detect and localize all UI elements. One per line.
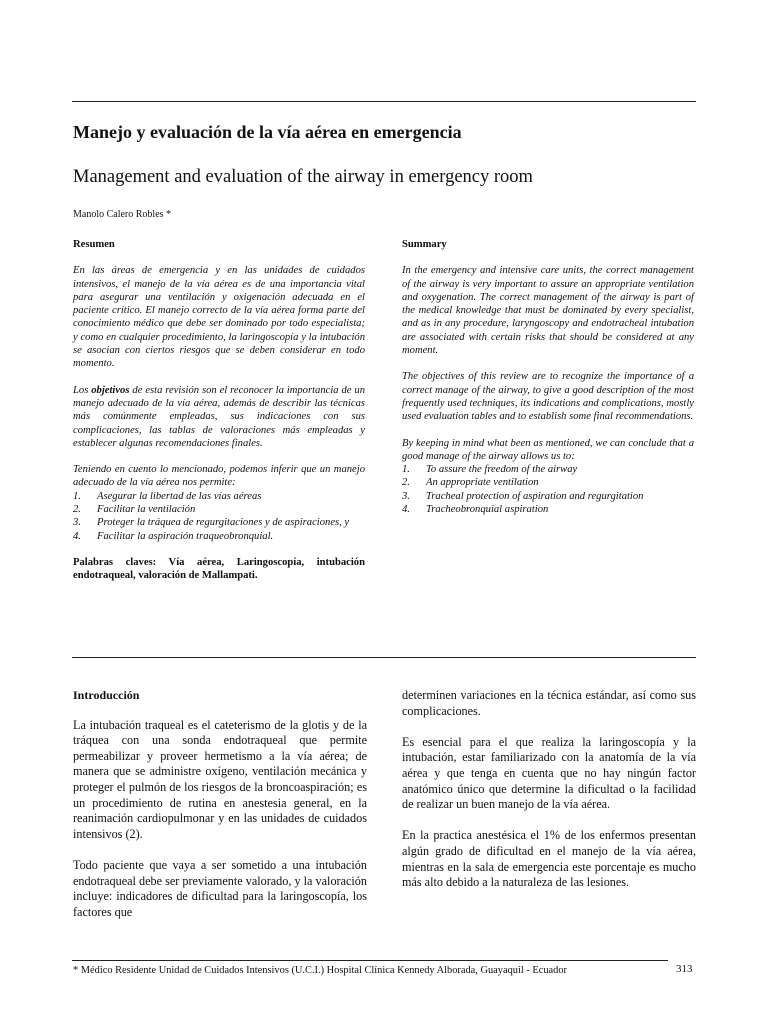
list-text: Facilitar la aspiración traqueobronquial. (97, 530, 274, 542)
list-text: Tracheobronquial aspiration (426, 504, 549, 516)
list-number: 1. (73, 490, 81, 502)
list-item (402, 490, 694, 503)
summary-paragraph-1: In the emergency and intensive care units, the correct management of the airway is very important to assure an appropriate ventilation and oxygenation. The correct management of the airway is part of the medical knowledge that must be dominated by every specialist, and as in any procedure, laryngoscopy and endotracheal intubation are associated with certain risks that should be considered at any moment. (402, 265, 694, 357)
list-text: Facilitar la ventilación (97, 504, 196, 516)
list-text: An appropriate ventilation (426, 477, 539, 489)
list-item (73, 490, 365, 503)
resumen-p2-lead: Los (73, 384, 89, 396)
list-text: Asegurar la libertad de las vías aéreas (97, 490, 262, 502)
summary-column (402, 238, 694, 529)
list-text: Proteger la tráquea de regurgitaciones y de aspiraciones, y (97, 517, 350, 529)
resumen-list (73, 490, 365, 543)
title-english: Management and evaluation of the airway in emergency room (73, 167, 533, 187)
title-spanish: Manejo y evaluación de la vía aérea en emergencia (73, 122, 462, 142)
intro-paragraph-2: Todo paciente que vaya a ser sometido a una intubación endotraqueal debe ser previamente valorado, y la valoración incluye: indicadores de dificultad para la laringoscopía, los factores que (73, 857, 367, 919)
summary-heading: Summary (402, 239, 447, 250)
author-line: Manolo Calero Robles * (73, 209, 172, 220)
resumen-p2-bold: objetivos (91, 384, 130, 396)
resumen-column (73, 238, 365, 596)
list-number: 3. (73, 517, 81, 529)
resumen-paragraph-3: Teniendo en cuento lo mencionado, podemos inferir que un manejo adecuado de la vía aérea nos permite: (73, 464, 365, 489)
resumen-heading: Resumen (73, 239, 115, 250)
list-item (402, 463, 694, 476)
list-number: 4. (402, 504, 410, 516)
list-number: 2. (402, 477, 410, 489)
list-item (402, 476, 694, 489)
intro-right-column (402, 688, 696, 906)
footnote-divider (72, 960, 668, 961)
list-item (73, 503, 365, 516)
list-number: 2. (73, 504, 81, 516)
intro-heading: Introducción (73, 688, 140, 702)
list-item (402, 503, 694, 516)
intro-paragraph-1: La intubación traqueal es el cateterismo de la glotis y de la tráquea con una sonda endotraqueal que permite permeabilizar y proveer hermetismo a la vía aérea; de manera que se administre oxígeno, ventilación mecánica y proteger el pulmón de los riesgos de la broncoaspiración; es un procedimiento de rutina en anestesia general, en la reanimación cardiopulmonar y en las unidades de cuidados intensivos (2). (73, 717, 367, 841)
resumen-p2-rest: de esta revisión son el reconocer la importancia de un manejo adecuado de la vía aérea, además de describir las técnicas más comúnmente empleadas, sus indicaciones con sus complicaciones, las tablas de valoraciones más empleadas y establecer algunas recomendaciones finales. (73, 384, 365, 449)
list-number: 1. (402, 464, 410, 476)
intro-left-column (73, 688, 367, 936)
top-divider (72, 101, 696, 102)
footnote: * Médico Residente Unidad de Cuidados Intensivos (U.C.I.) Hospital Clínica Kennedy Alborada, Guayaquil - Ecuador (73, 965, 568, 976)
intro-paragraph-4: Es esencial para el que realiza la laringoscopía y la intubación, estar familiarizado con la anatomía de la vía aérea y que tenga en cuenta que no hay ningún factor anatómico único que determine la dificultad o la facilidad de realizar un buen manejo de la vía aérea. (402, 734, 696, 812)
summary-paragraph-3: By keeping in mind what been as mentioned, we can conclude that a good manage of the airway allows us to: (402, 437, 694, 462)
list-text: Tracheal protection of aspiration and regurgitation (426, 490, 644, 502)
abstract-divider (72, 657, 696, 658)
summary-paragraph-2: The objectives of this review are to recognize the importance of a correct manage of the airway, to give a good description of the most frequently used techniques, its indications and complications, mostly used evaluation tables and to establish some final recommendations. (402, 371, 694, 423)
list-item (73, 516, 365, 529)
list-text: To assure the freedom of the airway (426, 464, 578, 476)
intro-paragraph-5: En la practica anestésica el 1% de los enfermos presentan algún grado de dificultad en el manejo de la vía aérea, mientras en la sala de emergencia este porcentaje es mucho más alto debido a la naturaleza de las lesiones. (402, 828, 696, 890)
resumen-paragraph-1: En las áreas de emergencia y en las unidades de cuidados intensivos, el manejo de la vía aérea es de una importancia vital para asegurar una ventilación y oxigenación adecuada en el paciente crítico. El manejo correcto de la vía aérea forma parte del conocimiento médico que debe ser dominado por todo especialista; y como en cualquier procedimiento, la laringoscopía y la intubación se asocian con ciertos riesgos que se deben considerar en todo momento. (73, 265, 365, 370)
summary-list (402, 463, 694, 516)
list-number: 3. (402, 490, 410, 502)
intro-paragraph-3: determinen variaciones en la técnica estándar, así como sus complicaciones. (402, 688, 696, 718)
resumen-paragraph-2 (73, 384, 365, 450)
list-item (73, 530, 365, 543)
list-number: 4. (73, 530, 81, 542)
page-number: 313 (676, 963, 693, 975)
keywords: Palabras claves: Vía aérea, Laringoscopía, intubación endotraqueal, valoración de Mallampati. (73, 556, 365, 582)
